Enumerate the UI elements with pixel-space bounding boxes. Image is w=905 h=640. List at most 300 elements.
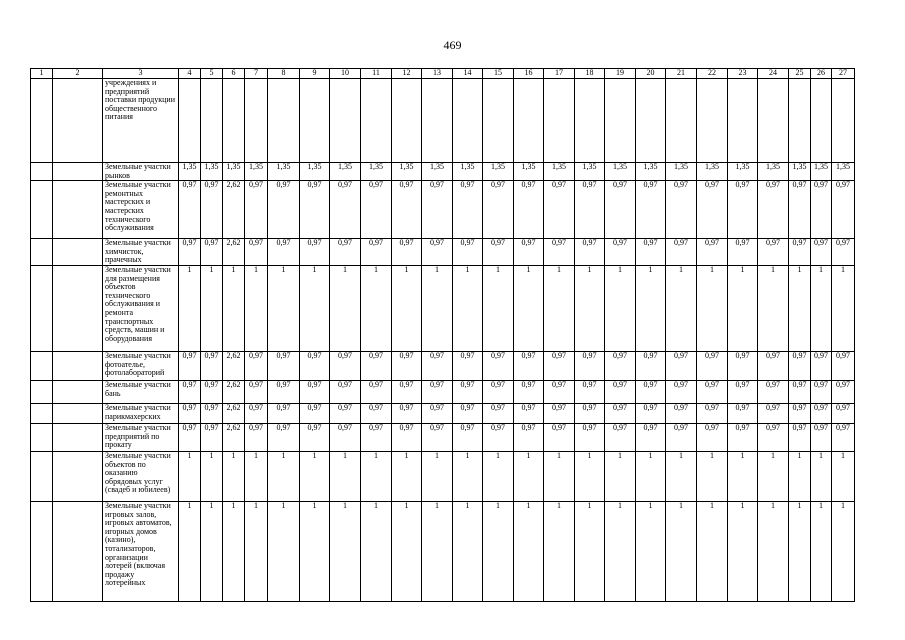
- coefficient-cell: 0,97: [832, 423, 855, 451]
- coefficient-cell: 1: [179, 451, 201, 501]
- coefficient-cell: [605, 79, 636, 163]
- coefficient-cell: 0,97: [422, 380, 453, 403]
- table-header-row: [31, 69, 855, 79]
- coefficient-cell: 0,97: [268, 239, 300, 266]
- coefficient-cell: 1: [514, 451, 544, 501]
- coefficient-cell: 0,97: [453, 423, 483, 451]
- coefficients-table: [30, 68, 855, 602]
- coefficient-cell: 0,97: [245, 380, 268, 403]
- column-number: 23: [728, 69, 758, 79]
- empty-cell: [53, 501, 103, 601]
- coefficient-cell: 1: [514, 501, 544, 601]
- land-use-name-cell: учреждениях и предприятий поставки продукции общественного питания: [103, 79, 179, 163]
- coefficient-cell: 0,97: [483, 423, 514, 451]
- coefficient-cell: 1: [636, 451, 666, 501]
- coefficient-cell: [179, 79, 201, 163]
- coefficient-cell: 1: [422, 265, 453, 351]
- coefficient-cell: 1: [832, 501, 855, 601]
- coefficient-cell: 1: [758, 501, 789, 601]
- coefficient-cell: 1,35: [789, 163, 811, 181]
- coefficient-cell: 1: [300, 265, 330, 351]
- column-number: 10: [330, 69, 361, 79]
- coefficient-cell: 2,62: [223, 351, 245, 380]
- coefficient-cell: 0,97: [544, 403, 575, 423]
- coefficient-cell: 1,35: [453, 163, 483, 181]
- coefficient-cell: 0,97: [392, 403, 422, 423]
- coefficient-cell: 1: [361, 501, 392, 601]
- land-use-name-cell: Земельные участки ремонтных мастерских и мастерских технического обслуживания: [103, 181, 179, 239]
- coefficient-cell: [789, 79, 811, 163]
- coefficient-cell: [666, 79, 697, 163]
- coefficient-cell: 0,97: [758, 403, 789, 423]
- column-number: 19: [605, 69, 636, 79]
- empty-cell: [31, 239, 53, 266]
- empty-cell: [31, 351, 53, 380]
- coefficient-cell: 1: [697, 451, 728, 501]
- coefficient-cell: 0,97: [832, 403, 855, 423]
- empty-cell: [53, 239, 103, 266]
- coefficient-cell: 0,97: [514, 239, 544, 266]
- column-number: 16: [514, 69, 544, 79]
- coefficient-cell: 1: [179, 501, 201, 601]
- column-number: 4: [179, 69, 201, 79]
- coefficient-cell: 1: [361, 265, 392, 351]
- coefficient-cell: 0,97: [201, 380, 223, 403]
- coefficient-cell: 0,97: [361, 239, 392, 266]
- coefficient-cell: [728, 79, 758, 163]
- coefficient-cell: [268, 79, 300, 163]
- coefficient-cell: 0,97: [575, 403, 605, 423]
- coefficient-cell: 0,97: [666, 403, 697, 423]
- coefficient-cell: 1: [453, 451, 483, 501]
- coefficient-cell: 0,97: [666, 239, 697, 266]
- column-number: 22: [697, 69, 728, 79]
- coefficient-cell: 0,97: [575, 239, 605, 266]
- coefficient-cell: 0,97: [483, 351, 514, 380]
- coefficient-cell: 0,97: [179, 403, 201, 423]
- coefficient-cell: 1: [223, 451, 245, 501]
- coefficient-cell: 1: [832, 265, 855, 351]
- coefficient-cell: [758, 79, 789, 163]
- empty-cell: [31, 79, 53, 163]
- coefficient-cell: 0,97: [544, 423, 575, 451]
- coefficient-cell: 0,97: [245, 423, 268, 451]
- coefficient-cell: 1,35: [605, 163, 636, 181]
- coefficient-cell: 1,35: [544, 163, 575, 181]
- table-row: [31, 79, 855, 163]
- coefficient-cell: 0,97: [575, 380, 605, 403]
- coefficient-cell: 0,97: [201, 423, 223, 451]
- coefficient-cell: 0,97: [832, 181, 855, 239]
- coefficient-cell: 0,97: [453, 351, 483, 380]
- coefficient-cell: 0,97: [514, 423, 544, 451]
- coefficient-cell: 0,97: [666, 380, 697, 403]
- coefficient-cell: 1: [330, 501, 361, 601]
- coefficient-cell: 1: [666, 451, 697, 501]
- empty-cell: [31, 451, 53, 501]
- coefficient-cell: 0,97: [605, 239, 636, 266]
- coefficient-cell: 0,97: [544, 181, 575, 239]
- coefficient-cell: 0,97: [575, 351, 605, 380]
- coefficient-cell: 0,97: [392, 380, 422, 403]
- coefficient-cell: 0,97: [811, 351, 832, 380]
- coefficient-cell: 0,97: [789, 181, 811, 239]
- coefficient-cell: 1: [605, 451, 636, 501]
- coefficient-cell: 1: [245, 501, 268, 601]
- column-number: 26: [811, 69, 832, 79]
- column-number: 2: [53, 69, 103, 79]
- coefficient-cell: 1: [789, 501, 811, 601]
- coefficient-cell: 1: [811, 451, 832, 501]
- coefficient-cell: 0,97: [483, 380, 514, 403]
- coefficient-cell: 0,97: [575, 181, 605, 239]
- coefficient-cell: 0,97: [728, 403, 758, 423]
- coefficient-cell: 1: [245, 265, 268, 351]
- coefficient-cell: 0,97: [245, 351, 268, 380]
- coefficient-cell: 0,97: [728, 351, 758, 380]
- coefficient-cell: 0,97: [268, 403, 300, 423]
- coefficient-cell: 0,97: [361, 181, 392, 239]
- coefficient-cell: 1,35: [392, 163, 422, 181]
- coefficient-cell: 0,97: [453, 380, 483, 403]
- coefficient-cell: 0,97: [789, 239, 811, 266]
- coefficient-cell: 0,97: [666, 351, 697, 380]
- coefficient-cell: [483, 79, 514, 163]
- column-number: 15: [483, 69, 514, 79]
- coefficient-cell: [832, 79, 855, 163]
- coefficient-cell: 0,97: [666, 423, 697, 451]
- column-number: 9: [300, 69, 330, 79]
- coefficient-cell: 0,97: [832, 351, 855, 380]
- coefficient-cell: 1,35: [268, 163, 300, 181]
- coefficient-cell: 1: [666, 265, 697, 351]
- coefficient-cell: 0,97: [392, 181, 422, 239]
- coefficient-cell: 0,97: [330, 423, 361, 451]
- coefficient-cell: 0,97: [361, 380, 392, 403]
- page-number: 469: [443, 38, 462, 52]
- column-number: 14: [453, 69, 483, 79]
- coefficient-cell: 0,97: [789, 351, 811, 380]
- column-number: 6: [223, 69, 245, 79]
- coefficient-cell: 0,97: [544, 351, 575, 380]
- coefficient-cell: 0,97: [179, 380, 201, 403]
- coefficient-cell: 1: [268, 265, 300, 351]
- coefficient-cell: 0,97: [789, 423, 811, 451]
- coefficient-cell: 0,97: [697, 351, 728, 380]
- coefficient-cell: 1: [300, 451, 330, 501]
- coefficient-cell: 1: [605, 265, 636, 351]
- coefficient-cell: 0,97: [728, 423, 758, 451]
- coefficient-cell: 1: [483, 501, 514, 601]
- empty-cell: [53, 163, 103, 181]
- coefficient-cell: 0,97: [330, 239, 361, 266]
- table-row: [31, 451, 855, 501]
- coefficient-cell: 1: [453, 265, 483, 351]
- land-use-name-cell: Земельные участки химчисток, прачечных: [103, 239, 179, 266]
- coefficient-cell: 1: [544, 265, 575, 351]
- coefficient-cell: [361, 79, 392, 163]
- coefficient-cell: 0,97: [789, 403, 811, 423]
- coefficient-cell: 1,35: [811, 163, 832, 181]
- column-number: 13: [422, 69, 453, 79]
- coefficient-cell: 0,97: [330, 380, 361, 403]
- coefficient-cell: 1: [245, 451, 268, 501]
- coefficient-cell: 1: [223, 501, 245, 601]
- coefficient-cell: 1: [268, 451, 300, 501]
- empty-cell: [53, 423, 103, 451]
- coefficient-cell: 1: [268, 501, 300, 601]
- coefficient-cell: 1,35: [575, 163, 605, 181]
- coefficient-cell: 0,97: [179, 351, 201, 380]
- coefficient-cell: 1: [758, 451, 789, 501]
- coefficient-cell: 0,97: [758, 351, 789, 380]
- coefficient-cell: 1: [636, 501, 666, 601]
- column-number: 17: [544, 69, 575, 79]
- coefficient-cell: 1: [392, 501, 422, 601]
- column-number: 27: [832, 69, 855, 79]
- table-row: [31, 351, 855, 380]
- coefficient-cell: 0,97: [758, 380, 789, 403]
- coefficient-cell: 1: [392, 451, 422, 501]
- coefficient-cell: [300, 79, 330, 163]
- table-row: [31, 403, 855, 423]
- coefficient-cell: 1,35: [330, 163, 361, 181]
- coefficient-cell: [544, 79, 575, 163]
- coefficient-cell: 0,97: [832, 239, 855, 266]
- empty-cell: [31, 181, 53, 239]
- column-number: 18: [575, 69, 605, 79]
- coefficient-cell: 0,97: [789, 380, 811, 403]
- table-row: [31, 380, 855, 403]
- empty-cell: [53, 181, 103, 239]
- coefficient-cell: 1: [453, 501, 483, 601]
- coefficient-cell: 1: [636, 265, 666, 351]
- land-use-name-cell: Земельные участки парикмахерских: [103, 403, 179, 423]
- coefficient-cell: 0,97: [832, 380, 855, 403]
- coefficient-cell: 1: [666, 501, 697, 601]
- coefficient-cell: 1: [575, 501, 605, 601]
- coefficient-cell: [330, 79, 361, 163]
- coefficient-cell: 2,62: [223, 181, 245, 239]
- coefficient-cell: 0,97: [758, 423, 789, 451]
- coefficient-cell: 0,97: [811, 403, 832, 423]
- coefficient-cell: 0,97: [811, 181, 832, 239]
- coefficient-cell: 2,62: [223, 239, 245, 266]
- coefficient-cell: 0,97: [636, 351, 666, 380]
- coefficient-cell: 0,97: [300, 423, 330, 451]
- coefficient-cell: 0,97: [300, 351, 330, 380]
- coefficient-cell: 0,97: [514, 181, 544, 239]
- coefficient-cell: 0,97: [268, 423, 300, 451]
- coefficient-cell: 0,97: [422, 423, 453, 451]
- land-use-name-cell: Земельные участки объектов по оказанию обрядовых услуг (свадеб и юбилеев): [103, 451, 179, 501]
- coefficient-cell: 1: [544, 501, 575, 601]
- empty-cell: [31, 501, 53, 601]
- coefficient-cell: 1,35: [697, 163, 728, 181]
- coefficient-cell: 2,62: [223, 423, 245, 451]
- coefficient-cell: 0,97: [605, 351, 636, 380]
- coefficient-cell: 0,97: [422, 239, 453, 266]
- coefficient-cell: 1,35: [758, 163, 789, 181]
- column-number: 1: [31, 69, 53, 79]
- coefficient-cell: 1,35: [728, 163, 758, 181]
- empty-cell: [31, 163, 53, 181]
- coefficient-cell: 0,97: [201, 181, 223, 239]
- coefficient-cell: 0,97: [392, 351, 422, 380]
- coefficient-cell: [223, 79, 245, 163]
- coefficient-cell: 1: [201, 265, 223, 351]
- coefficient-cell: 0,97: [300, 403, 330, 423]
- coefficient-cell: 1: [422, 501, 453, 601]
- coefficient-cell: [697, 79, 728, 163]
- coefficient-cell: 0,97: [728, 380, 758, 403]
- column-number: 12: [392, 69, 422, 79]
- coefficient-cell: 0,97: [636, 181, 666, 239]
- coefficient-cell: 1: [201, 451, 223, 501]
- coefficient-cell: 1: [201, 501, 223, 601]
- coefficient-cell: 0,97: [636, 380, 666, 403]
- coefficient-cell: 1,35: [514, 163, 544, 181]
- coefficient-cell: 0,97: [361, 403, 392, 423]
- coefficient-cell: 1: [811, 501, 832, 601]
- column-number: 11: [361, 69, 392, 79]
- coefficient-cell: 0,97: [483, 239, 514, 266]
- coefficient-cell: 2,62: [223, 403, 245, 423]
- coefficient-cell: 1: [392, 265, 422, 351]
- coefficient-cell: 1: [330, 451, 361, 501]
- empty-cell: [53, 79, 103, 163]
- land-use-name-cell: Земельные участки игровых залов, игровых автоматов, игорных домов (казино), тотализаторов, организации лотерей (включая продажу лотерейных: [103, 501, 179, 601]
- coefficient-cell: 1: [789, 265, 811, 351]
- coefficient-cell: 1,35: [245, 163, 268, 181]
- coefficient-cell: [636, 79, 666, 163]
- coefficient-cell: 0,97: [179, 423, 201, 451]
- coefficient-cell: 0,97: [268, 380, 300, 403]
- coefficient-cell: [422, 79, 453, 163]
- table-row: [31, 501, 855, 601]
- column-number: 7: [245, 69, 268, 79]
- coefficient-cell: 1: [728, 501, 758, 601]
- coefficient-cell: 1,35: [223, 163, 245, 181]
- coefficient-cell: 1: [422, 451, 453, 501]
- coefficient-cell: 0,97: [201, 403, 223, 423]
- coefficient-cell: 1,35: [300, 163, 330, 181]
- coefficient-cell: 0,97: [483, 181, 514, 239]
- land-use-name-cell: Земельные участки предприятий по прокату: [103, 423, 179, 451]
- coefficient-cell: 1: [223, 265, 245, 351]
- coefficient-cell: 0,97: [300, 181, 330, 239]
- coefficient-cell: 0,97: [605, 423, 636, 451]
- coefficient-cell: [392, 79, 422, 163]
- empty-cell: [31, 265, 53, 351]
- coefficient-cell: 1: [697, 501, 728, 601]
- empty-cell: [31, 380, 53, 403]
- column-number: 24: [758, 69, 789, 79]
- coefficient-cell: 0,97: [392, 423, 422, 451]
- coefficient-cell: 0,97: [811, 380, 832, 403]
- coefficient-cell: 1: [483, 451, 514, 501]
- coefficient-cell: 0,97: [636, 403, 666, 423]
- coefficient-cell: 0,97: [422, 351, 453, 380]
- coefficient-cell: 0,97: [544, 380, 575, 403]
- empty-cell: [53, 403, 103, 423]
- coefficient-cell: 0,97: [245, 239, 268, 266]
- coefficient-cell: 1: [605, 501, 636, 601]
- coefficient-cell: 0,97: [758, 239, 789, 266]
- empty-cell: [53, 380, 103, 403]
- coefficient-cell: 0,97: [453, 403, 483, 423]
- coefficient-cell: 1: [514, 265, 544, 351]
- coefficient-cell: 0,97: [697, 380, 728, 403]
- land-use-name-cell: Земельные участки для размещения объектов технического обслуживания и ремонта транспортных средств, машин и оборудования: [103, 265, 179, 351]
- coefficient-cell: 0,97: [514, 351, 544, 380]
- coefficient-cell: 1: [728, 265, 758, 351]
- coefficient-cell: 0,97: [575, 423, 605, 451]
- coefficient-cell: 1,35: [636, 163, 666, 181]
- column-number: 21: [666, 69, 697, 79]
- coefficient-cell: 0,97: [330, 351, 361, 380]
- coefficient-cell: 0,97: [361, 423, 392, 451]
- coefficient-cell: 0,97: [453, 239, 483, 266]
- coefficient-cell: 0,97: [201, 239, 223, 266]
- coefficient-cell: 0,97: [544, 239, 575, 266]
- coefficient-cell: 0,97: [728, 239, 758, 266]
- coefficient-cell: 1: [758, 265, 789, 351]
- coefficient-cell: 0,97: [453, 181, 483, 239]
- table-row: [31, 239, 855, 266]
- coefficient-cell: 1,35: [179, 163, 201, 181]
- coefficient-cell: 0,97: [636, 239, 666, 266]
- coefficient-cell: 0,97: [697, 403, 728, 423]
- column-number: 25: [789, 69, 811, 79]
- coefficient-cell: 0,97: [245, 181, 268, 239]
- coefficient-cell: 1: [575, 265, 605, 351]
- coefficient-cell: 1,35: [201, 163, 223, 181]
- coefficient-cell: 0,97: [300, 239, 330, 266]
- coefficient-cell: 0,97: [268, 181, 300, 239]
- coefficient-cell: 1,35: [832, 163, 855, 181]
- coefficient-cell: 0,97: [605, 380, 636, 403]
- land-use-name-cell: Земельные участки рынков: [103, 163, 179, 181]
- coefficient-cell: 0,97: [330, 403, 361, 423]
- coefficient-cell: 0,97: [245, 403, 268, 423]
- table-row: [31, 423, 855, 451]
- column-number: 5: [201, 69, 223, 79]
- coefficient-cell: 1: [728, 451, 758, 501]
- coefficient-cell: 0,97: [392, 239, 422, 266]
- coefficient-cell: 1,35: [361, 163, 392, 181]
- coefficient-cell: [201, 79, 223, 163]
- coefficient-cell: [453, 79, 483, 163]
- coefficient-cell: 0,97: [361, 351, 392, 380]
- column-number: 20: [636, 69, 666, 79]
- coefficient-cell: 1: [330, 265, 361, 351]
- empty-cell: [31, 423, 53, 451]
- coefficient-cell: 2,62: [223, 380, 245, 403]
- coefficient-cell: 0,97: [811, 423, 832, 451]
- coefficient-cell: 0,97: [483, 403, 514, 423]
- coefficient-cell: 0,97: [758, 181, 789, 239]
- coefficient-cell: 0,97: [811, 239, 832, 266]
- coefficient-cell: 0,97: [728, 181, 758, 239]
- coefficient-cell: 1,35: [666, 163, 697, 181]
- coefficient-cell: 0,97: [422, 181, 453, 239]
- coefficient-cell: 1: [575, 451, 605, 501]
- coefficient-cell: 0,97: [666, 181, 697, 239]
- coefficient-cell: 0,97: [179, 181, 201, 239]
- coefficient-cell: 0,97: [605, 181, 636, 239]
- land-use-name-cell: Земельные участки бань: [103, 380, 179, 403]
